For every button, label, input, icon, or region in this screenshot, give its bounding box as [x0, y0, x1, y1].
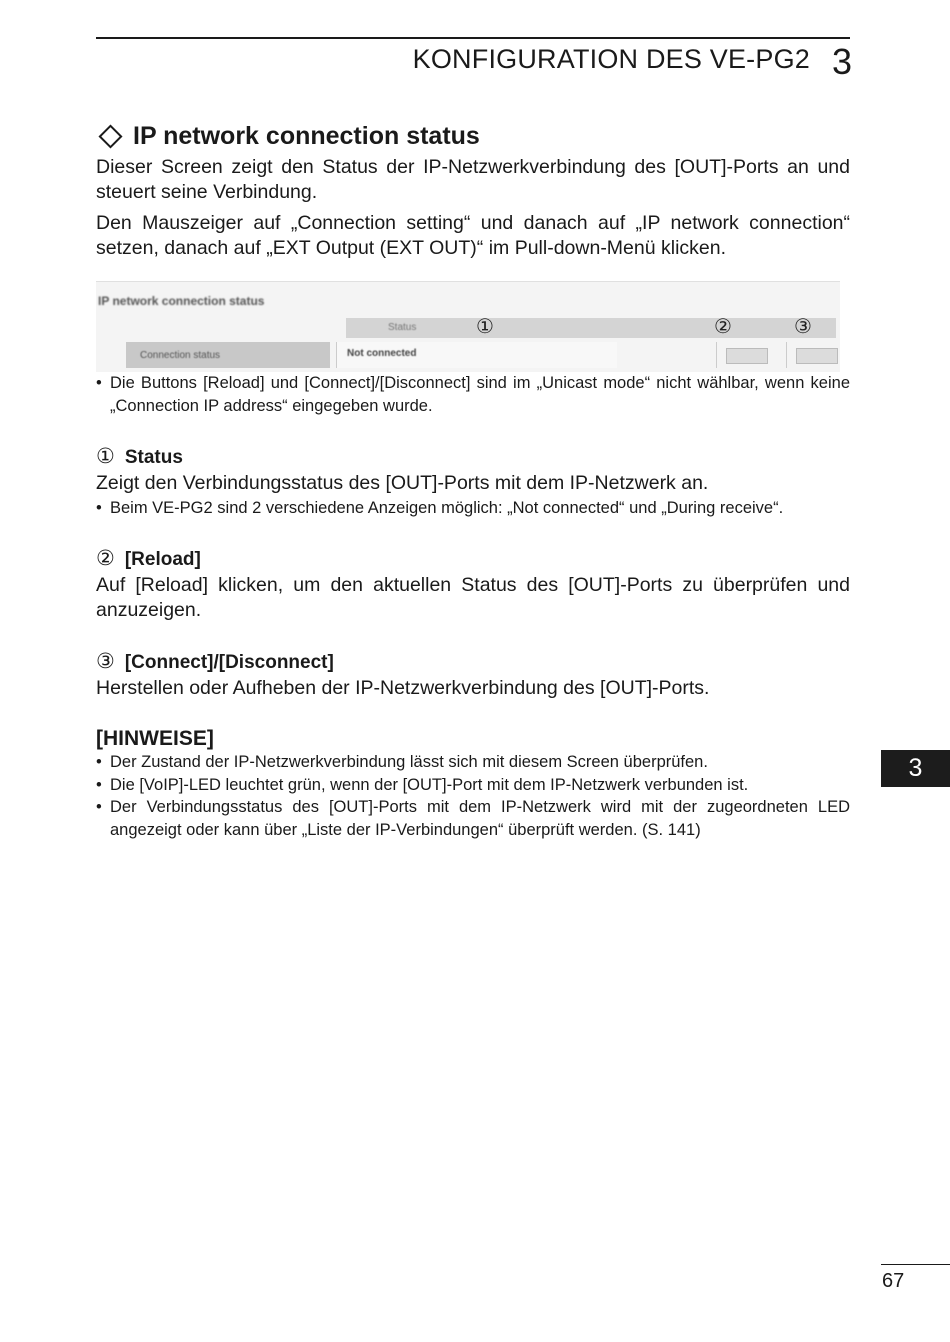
screenshot-connect-button[interactable] — [796, 348, 838, 364]
item-title: [Connect]/[Disconnect] — [124, 652, 334, 673]
notes-item: • Die [VoIP]-LED leuchtet grün, wenn der [OUT]-Port mit dem IP-Netzwerk verbunden ist. — [96, 774, 850, 797]
callout-3: ③ — [794, 316, 812, 338]
screenshot-row-value-cell — [336, 342, 617, 368]
item-text: Herstellen oder Aufheben der IP-Netzwerkverbindung des [OUT]-Ports. — [96, 677, 710, 699]
item-heading — [96, 649, 850, 674]
item-title: [Reload] — [124, 549, 201, 570]
item-text: Zeigt den Verbindungsstatus des [OUT]-Ports mit dem IP-Netzwerk an. — [96, 472, 709, 494]
item-title: Status — [124, 447, 183, 468]
screen-screenshot — [96, 281, 840, 372]
running-header-chapter-number: 3 — [831, 41, 852, 82]
page-content — [96, 122, 850, 841]
intro-paragraph-1: Dieser Screen zeigt den Status der IP-Netzwerkverbindung des [OUT]-Ports an und steuert seine Verbindung. — [96, 156, 850, 203]
footer-rule — [881, 1264, 950, 1265]
running-header-title: KONFIGURATION DES VE-PG2 — [412, 44, 810, 74]
item-number: ③ — [96, 650, 115, 673]
page-number: 67 — [882, 1270, 905, 1292]
notes-title: [HINWEISE] — [96, 727, 214, 750]
item-status — [96, 444, 850, 520]
callout-2: ② — [714, 316, 732, 338]
screenshot-column-separator — [716, 342, 717, 368]
notes-item: • Der Zustand der IP-Netzwerkverbindung lässt sich mit diesem Screen überprüfen. — [96, 751, 850, 774]
screenshot-reload-button[interactable] — [726, 348, 768, 364]
screenshot-note-item: • Die Buttons [Reload] und [Connect]/[Disconnect] sind im „Unicast mode“ nicht wählbar, wenn keine „Connection IP address“ eingegeben wurde. — [96, 372, 850, 418]
callout-1: ① — [476, 316, 494, 338]
notes-section — [96, 727, 850, 841]
screenshot-status-header: Status — [388, 322, 417, 333]
screenshot-row-label: Connection status — [140, 350, 221, 361]
item-number: ② — [96, 547, 115, 570]
item-number: ① — [96, 445, 115, 468]
section-heading — [96, 122, 850, 151]
diamond-icon — [98, 124, 122, 148]
item-bullets — [96, 497, 850, 520]
item-text: Auf [Reload] klicken, um den aktuellen Status des [OUT]-Ports zu überprüfen und anzuzeigen. — [96, 574, 850, 621]
screenshot-note — [96, 372, 850, 418]
screenshot-column-separator — [786, 342, 787, 368]
intro-paragraph-2: Den Mauszeiger auf „Connection setting“ und danach auf „IP network connection“ setzen, danach auf „EXT Output (EXT OUT)“ im Pull-down-Menü klicken. — [96, 212, 850, 259]
item-heading — [96, 546, 850, 571]
notes-list — [96, 751, 850, 841]
item-reload — [96, 546, 850, 623]
screenshot-header-row — [346, 318, 836, 338]
notes-item: • Der Verbindungsstatus des [OUT]-Ports mit dem IP-Netzwerk wird mit der zugeordneten LED angezeigt oder kann über „Liste der IP-Verbindungen“ überprüft werden. (S. 141) — [96, 796, 850, 841]
screenshot-title: IP network connection status — [98, 294, 265, 308]
header-rule — [96, 37, 850, 39]
item-heading — [96, 444, 850, 469]
section-title: IP network connection status — [133, 122, 480, 150]
screenshot-row-label-cell — [126, 342, 330, 368]
item-bullet: • Beim VE-PG2 sind 2 verschiedene Anzeigen möglich: „Not connected“ und „During receive“. — [96, 497, 850, 520]
chapter-side-tab: 3 — [881, 750, 950, 787]
screenshot-row-value: Not connected — [347, 348, 417, 359]
item-connect-disconnect — [96, 649, 850, 701]
